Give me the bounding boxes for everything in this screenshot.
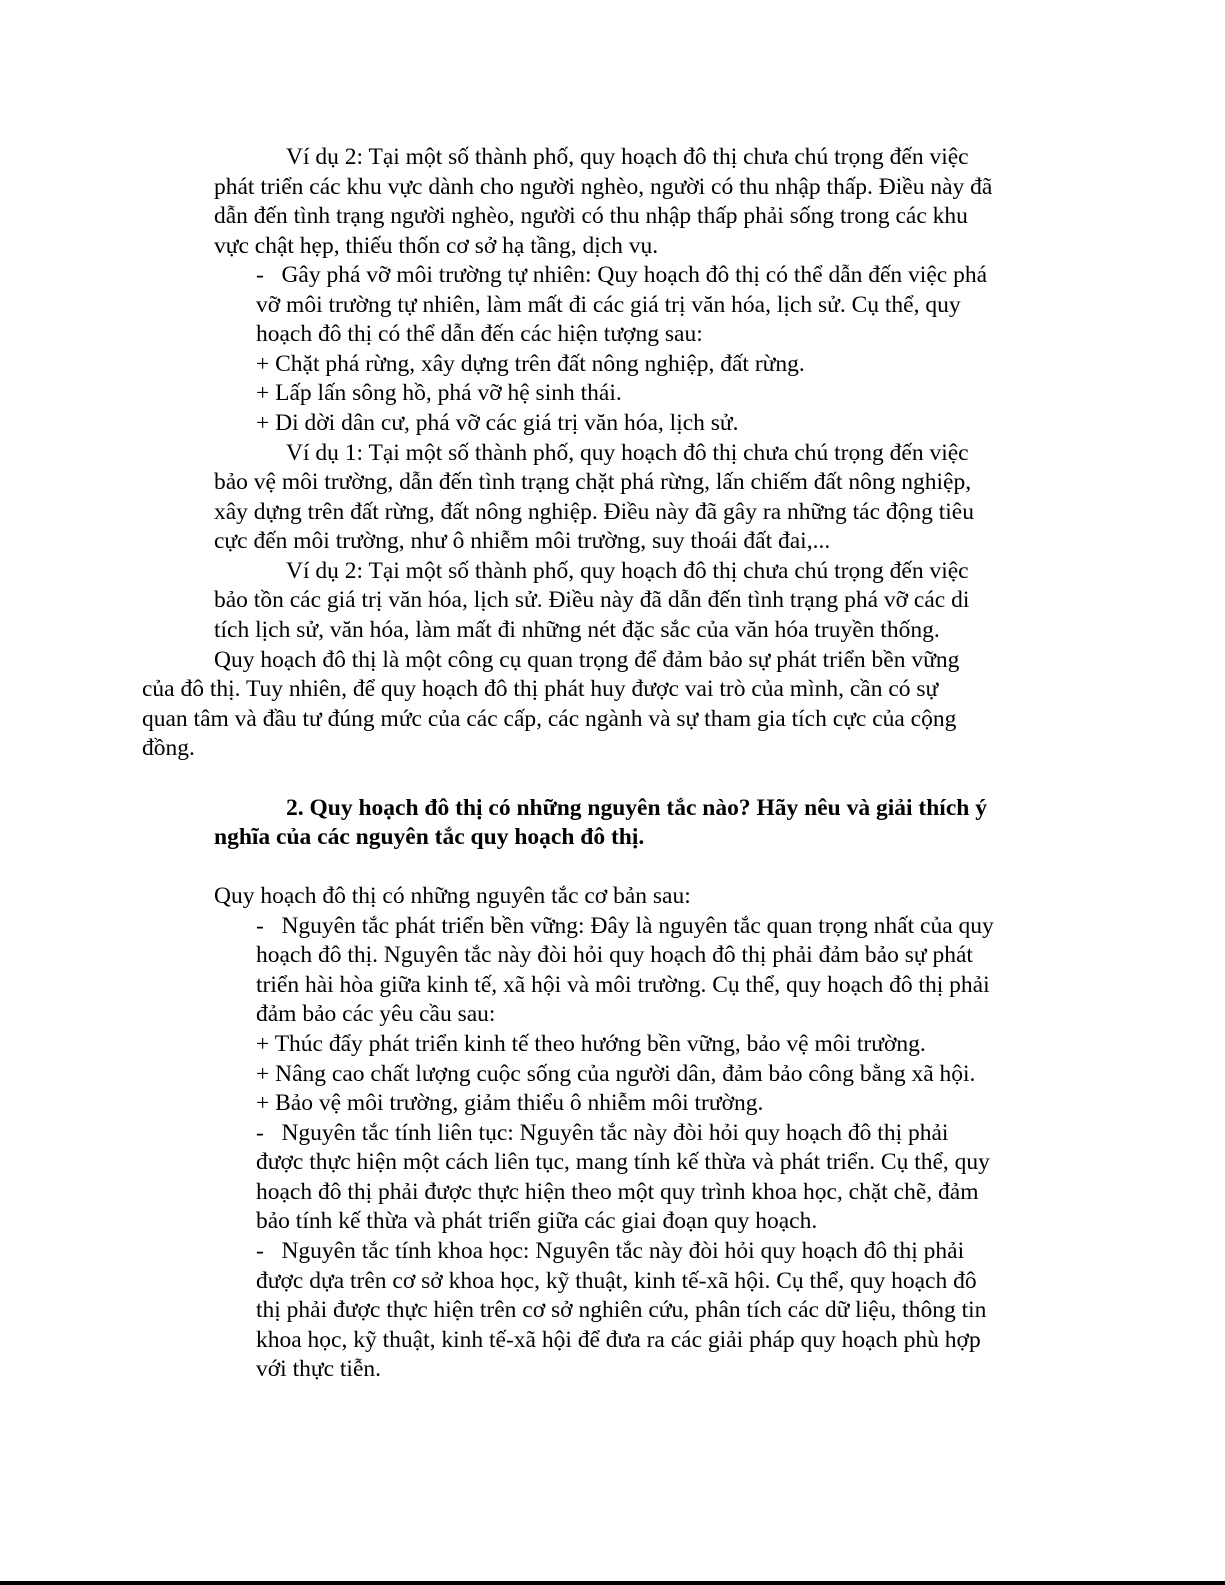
bullet-line: - Nguyên tắc tính khoa học: Nguyên tắc này đòi hỏi quy hoạch đô thị phải <box>256 1238 965 1264</box>
text-line: của đô thị. Tuy nhiên, để quy hoạch đô thị phát huy được vai trò của mình, cần có sự <box>142 676 939 702</box>
text-line: Ví dụ 2: Tại một số thành phố, quy hoạch đô thị chưa chú trọng đến việc <box>286 558 969 584</box>
text-line: quan tâm và đầu tư đúng mức của các cấp, các ngành và sự tham gia tích cực của cộng <box>142 706 957 732</box>
text-line: vực chật hẹp, thiếu thốn cơ sở hạ tầng, dịch vụ. <box>214 233 659 259</box>
plus-item: + Bảo vệ môi trường, giảm thiểu ô nhiễm môi trường. <box>256 1090 764 1116</box>
text-line: Quy hoạch đô thị là một công cụ quan trọng để đảm bảo sự phát triển bền vững <box>214 647 960 673</box>
plus-item: + Lấp lấn sông hồ, phá vỡ hệ sinh thái. <box>256 380 622 406</box>
page-bottom-border <box>0 1581 1225 1585</box>
text-line: xây dựng trên đất rừng, đất nông nghiệp. Điều này đã gây ra những tác động tiêu <box>214 499 974 525</box>
text-line: đảm bảo các yêu cầu sau: <box>256 1001 496 1027</box>
text-line: phát triển các khu vực dành cho người nghèo, người có thu nhập thấp. Điều này đã <box>214 174 993 200</box>
text-line: Ví dụ 1: Tại một số thành phố, quy hoạch đô thị chưa chú trọng đến việc <box>286 440 969 466</box>
text-line: bảo tính kế thừa và phát triển giữa các giai đoạn quy hoạch. <box>256 1208 818 1234</box>
bullet-line: - Gây phá vỡ môi trường tự nhiên: Quy hoạch đô thị có thể dẫn đến việc phá <box>256 262 988 288</box>
text-line: với thực tiễn. <box>256 1356 382 1382</box>
text-line: dẫn đến tình trạng người nghèo, người có thu nhập thấp phải sống trong các khu <box>214 203 968 229</box>
text-line: triển hài hòa giữa kinh tế, xã hội và môi trường. Cụ thể, quy hoạch đô thị phải <box>256 972 990 998</box>
text-line: Quy hoạch đô thị có những nguyên tắc cơ bản sau: <box>214 883 691 909</box>
text-line: hoạch đô thị phải được thực hiện theo một quy trình khoa học, chặt chẽ, đảm <box>256 1179 979 1205</box>
bullet-line: - Nguyên tắc phát triển bền vững: Đây là nguyên tắc quan trọng nhất của quy <box>256 913 994 939</box>
plus-item: + Nâng cao chất lượng cuộc sống của người dân, đảm bảo công bằng xã hội. <box>256 1061 976 1087</box>
bullet-line: - Nguyên tắc tính liên tục: Nguyên tắc này đòi hỏi quy hoạch đô thị phải <box>256 1120 949 1146</box>
question-heading: nghĩa của các nguyên tắc quy hoạch đô thị. <box>214 824 645 850</box>
text-line: bảo vệ môi trường, dẫn đến tình trạng chặt phá rừng, lấn chiếm đất nông nghiệp, <box>214 469 972 495</box>
text-line: được thực hiện một cách liên tục, mang tính kế thừa và phát triển. Cụ thể, quy <box>256 1149 990 1175</box>
text-line: đồng. <box>142 735 195 761</box>
text-line: hoạch đô thị có thể dẫn đến các hiện tượng sau: <box>256 321 703 347</box>
plus-item: + Thúc đẩy phát triển kinh tế theo hướng bền vững, bảo vệ môi trường. <box>256 1031 926 1057</box>
text-line: bảo tồn các giá trị văn hóa, lịch sử. Điều này đã dẫn đến tình trạng phá vỡ các di <box>214 587 970 613</box>
plus-item: + Chặt phá rừng, xây dựng trên đất nông nghiệp, đất rừng. <box>256 351 805 377</box>
question-heading: 2. Quy hoạch đô thị có những nguyên tắc nào? Hãy nêu và giải thích ý <box>286 795 987 821</box>
text-line: vỡ môi trường tự nhiên, làm mất đi các giá trị văn hóa, lịch sử. Cụ thể, quy <box>256 292 961 318</box>
text-line: hoạch đô thị. Nguyên tắc này đòi hỏi quy hoạch đô thị phải đảm bảo sự phát <box>256 942 973 968</box>
plus-item: + Di dời dân cư, phá vỡ các giá trị văn hóa, lịch sử. <box>256 410 739 436</box>
text-line: được dựa trên cơ sở khoa học, kỹ thuật, kinh tế-xã hội. Cụ thể, quy hoạch đô <box>256 1268 977 1294</box>
text-line: khoa học, kỹ thuật, kinh tế-xã hội để đưa ra các giải pháp quy hoạch phù hợp <box>256 1327 981 1353</box>
text-line: Ví dụ 2: Tại một số thành phố, quy hoạch đô thị chưa chú trọng đến việc <box>286 144 969 170</box>
text-line: cực đến môi trường, như ô nhiễm môi trường, suy thoái đất đai,... <box>214 528 831 554</box>
text-line: thị phải được thực hiện trên cơ sở nghiên cứu, phân tích các dữ liệu, thông tin <box>256 1297 987 1323</box>
text-line: tích lịch sử, văn hóa, làm mất đi những nét đặc sắc của văn hóa truyền thống. <box>214 617 940 643</box>
